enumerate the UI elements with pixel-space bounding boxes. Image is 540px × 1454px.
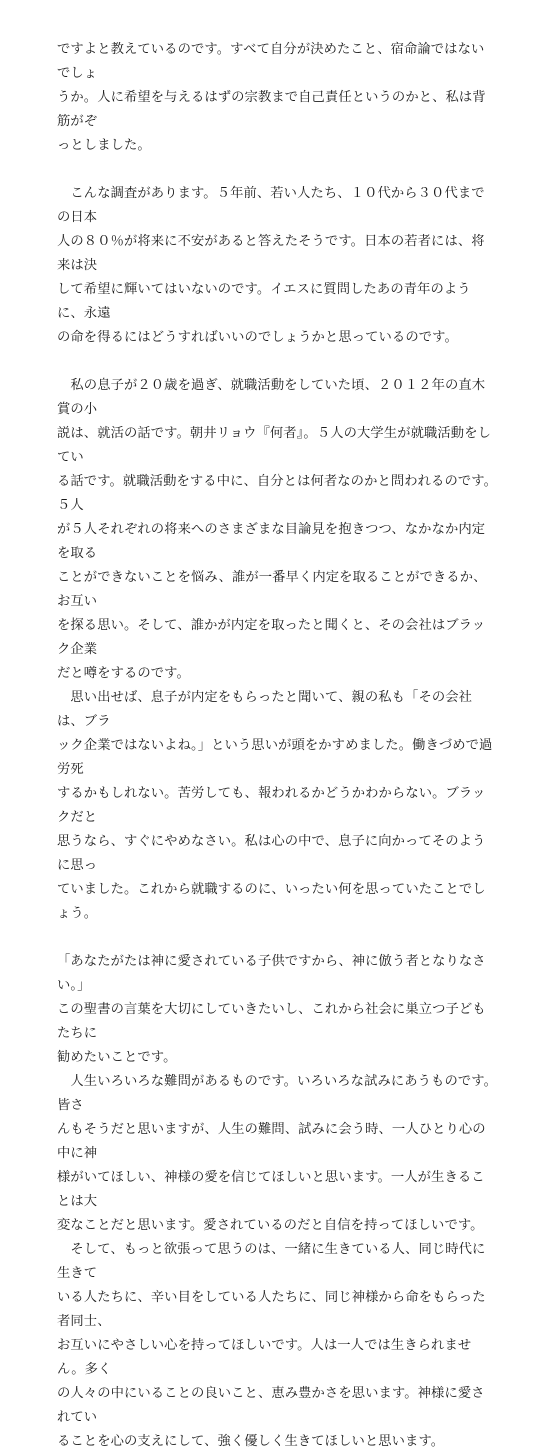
paragraph-gap: [57, 350, 497, 374]
paragraph-1: ですよと教えているのです。すべて自分が決めたこと、宿命論ではないでしょ うか。人に希望を与えるはずの宗教まで自己責任というのかと、私は背筋がぞ っとしました。: [57, 42, 486, 153]
paragraph-gap: [57, 158, 497, 182]
document-page: [57, 38, 497, 1454]
paragraph-7: そして、もっと欲張って思うのは、一緒に生きている人、同じ時代に生きて いる人たちに、辛い目をしている人たちに、同じ神様から命をもらった者同士、 お互いにやさしい心を持ってほしいです。人は一人では生きられません。多く の人々の中にいることの良いこと、恵み豊かさを思います。神様に愛されてい ることを心の支えにして、強く優しく生きてほしいと思います。: [57, 1242, 486, 1449]
paragraph-4: 思い出せば、息子が内定をもらったと聞いて、親の私も「その会社は、ブラ ック企業ではないよね。」という思いが頭をかすめました。働きづめで過労死 するかもしれない。苦労しても、報われるかどうかわからない。ブラックだと 思うなら、すぐにやめなさい。私は心の中で、息子に向かってそのように思っ ていました。これから就職するのに、いったい何を思っていたことでしょう。: [57, 690, 493, 921]
paragraph-2: こんな調査があります。５年前、若い人たち、１０代から３０代までの日本 人の８０％が将来に不安があると答えたそうです。日本の若者には、将来は決 して希望に輝いてはいないのです。イエスに質問したあの青年のように、永遠 の命を得るにはどうすればいいのでしょうかと思っているのです。: [57, 186, 485, 345]
paragraph-5: 「あなたがたは神に愛されている子供ですから、神に倣う者となりなさい。」 この聖書の言葉を大切にしていきたいし、これから社会に巣立つ子どもたちに 勧めたいことです。: [57, 954, 486, 1065]
paragraph-gap: [57, 926, 497, 950]
paragraph-3: 私の息子が２０歳を過ぎ、就職活動をしていた頃、２０１２年の直木賞の小 説は、就活の話です。朝井リョウ『何者』。５人の大学生が就職活動をしてい る話です。就職活動をする中に、自分とは何者なのかと問われるのです。５人 が５人それぞれの将来へのさまざまな目論見を抱きつつ、なかなか内定を取る ことができないことを悩み、誰が一番早く内定を取ることができるか、お互い を探る思い。そして、誰かが内定を取ったと聞くと、その会社はブラック企業 だと噂をするのです。: [57, 378, 497, 681]
paragraph-6: 人生いろいろな難問があるものです。いろいろな試みにあうものです。皆さ んもそうだと思いますが、人生の難問、試みに会う時、一人ひとり心の中に神 様がいてほしい、神様の愛を信じてほしいと思います。一人が生きることは大 変なことだと思います。愛されているのだと自信を持ってほしいです。: [57, 1074, 497, 1233]
